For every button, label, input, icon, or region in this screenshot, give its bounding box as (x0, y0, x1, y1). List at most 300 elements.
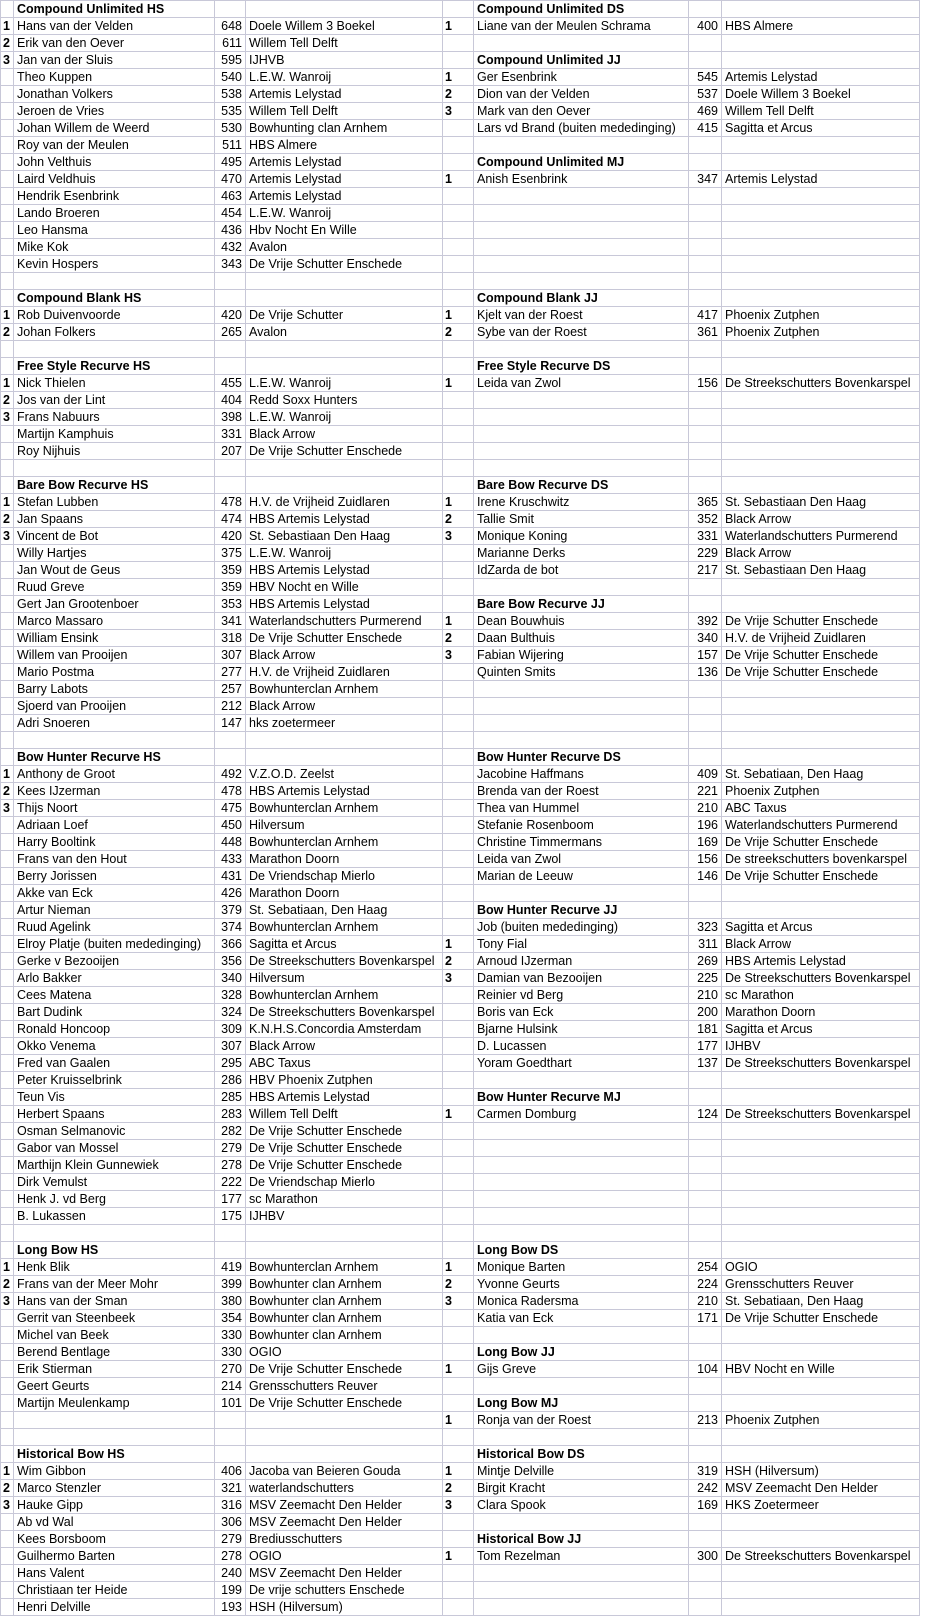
result-row (1, 1191, 920, 1208)
result-row (1, 1276, 920, 1293)
result-row (1, 1140, 920, 1157)
score-cell (689, 273, 722, 290)
score-cell: 147 (215, 715, 246, 732)
category-heading: Historical Bow DS (474, 1446, 689, 1463)
club-cell: Phoenix Zutphen (722, 324, 920, 341)
archer-name-cell: Michel van Beek (14, 1327, 215, 1344)
club-cell (722, 222, 920, 239)
category-heading: Compound Blank HS (14, 290, 215, 307)
score-cell: 463 (215, 188, 246, 205)
score-cell: 321 (215, 1480, 246, 1497)
club-cell: Bowhunterclan Arnhem (246, 1259, 443, 1276)
result-row (1, 1327, 920, 1344)
score-cell: 595 (215, 52, 246, 69)
rank-cell (443, 35, 474, 52)
category-heading: Compound Blank JJ (474, 290, 689, 307)
rank-cell (1, 1225, 14, 1242)
score-cell: 222 (215, 1174, 246, 1191)
archer-name-cell (474, 885, 689, 902)
rank-cell (443, 1123, 474, 1140)
rank-cell (443, 1021, 474, 1038)
archer-name-cell: Frans van den Hout (14, 851, 215, 868)
score-cell: 330 (215, 1344, 246, 1361)
archer-name-cell: Anish Esenbrink (474, 171, 689, 188)
archer-name-cell (474, 341, 689, 358)
archer-name-cell: Gabor van Mossel (14, 1140, 215, 1157)
result-row (1, 1225, 920, 1242)
club-cell: De Streekschutters Bovenkarspel (722, 1548, 920, 1565)
archer-name-cell (474, 1225, 689, 1242)
archer-name-cell (474, 1123, 689, 1140)
club-cell: De Vrije Schutter Enschede (246, 630, 443, 647)
rank-cell: 2 (1, 511, 14, 528)
rank-cell: 1 (443, 494, 474, 511)
score-cell: 199 (215, 1582, 246, 1599)
archer-name-cell (474, 715, 689, 732)
archer-name-cell: Gert Jan Grootenboer (14, 596, 215, 613)
club-cell (722, 885, 920, 902)
result-row (1, 35, 920, 52)
score-cell: 278 (215, 1548, 246, 1565)
club-cell (722, 1089, 920, 1106)
score-cell: 375 (215, 545, 246, 562)
club-cell (246, 732, 443, 749)
rank-cell (1, 256, 14, 273)
club-cell: HBV Nocht en Wille (722, 1361, 920, 1378)
rank-cell (443, 1, 474, 18)
score-cell: 213 (689, 1412, 722, 1429)
score-cell (689, 239, 722, 256)
rank-cell (1, 953, 14, 970)
club-cell: Artemis Lelystad (246, 171, 443, 188)
score-cell (215, 477, 246, 494)
score-cell: 469 (689, 103, 722, 120)
club-cell: St. Sebastiaan Den Haag (246, 528, 443, 545)
club-cell: Bowhunter clan Arnhem (246, 1293, 443, 1310)
score-cell: 323 (689, 919, 722, 936)
score-cell: 124 (689, 1106, 722, 1123)
archer-name-cell (474, 1565, 689, 1582)
result-row (1, 800, 920, 817)
result-row (1, 1089, 920, 1106)
result-row (1, 375, 920, 392)
score-cell: 279 (215, 1531, 246, 1548)
archer-name-cell: Guilhermo Barten (14, 1548, 215, 1565)
score-cell: 492 (215, 766, 246, 783)
rank-cell (1, 222, 14, 239)
archer-name-cell (474, 443, 689, 460)
club-cell (246, 1412, 443, 1429)
archer-name-cell: Roy van der Meulen (14, 137, 215, 154)
rank-cell (1, 1157, 14, 1174)
archer-name-cell: Leo Hansma (14, 222, 215, 239)
score-cell (689, 222, 722, 239)
club-cell: St. Sebatiaan, Den Haag (722, 1293, 920, 1310)
score-cell: 535 (215, 103, 246, 120)
rank-cell (443, 987, 474, 1004)
rank-cell (1, 1123, 14, 1140)
score-cell (689, 1514, 722, 1531)
rank-cell (1, 698, 14, 715)
club-cell (246, 1429, 443, 1446)
club-cell (722, 1157, 920, 1174)
result-row (1, 1429, 920, 1446)
result-row (1, 307, 920, 324)
score-cell: 366 (215, 936, 246, 953)
score-cell: 356 (215, 953, 246, 970)
result-row (1, 18, 920, 35)
score-cell: 475 (215, 800, 246, 817)
archer-name-cell (474, 409, 689, 426)
score-cell: 331 (689, 528, 722, 545)
rank-cell (1, 579, 14, 596)
rank-cell: 2 (1, 1276, 14, 1293)
score-cell: 101 (215, 1395, 246, 1412)
rank-cell: 1 (443, 69, 474, 86)
category-heading: Historical Bow HS (14, 1446, 215, 1463)
result-row (1, 885, 920, 902)
rank-cell (1, 86, 14, 103)
club-cell (722, 1225, 920, 1242)
club-cell: Marathon Doorn (722, 1004, 920, 1021)
archer-name-cell: Marthijn Klein Gunnewiek (14, 1157, 215, 1174)
archer-name-cell: Kees Borsboom (14, 1531, 215, 1548)
archer-name-cell: Vincent de Bot (14, 528, 215, 545)
club-cell: Black Arrow (722, 936, 920, 953)
result-row (1, 1055, 920, 1072)
club-cell: MSV Zeemacht Den Helder (722, 1480, 920, 1497)
archer-name-cell: Dion van der Velden (474, 86, 689, 103)
score-cell (215, 732, 246, 749)
rank-cell (1, 885, 14, 902)
archer-name-cell: Tony Fial (474, 936, 689, 953)
rank-cell (443, 1446, 474, 1463)
club-cell (246, 460, 443, 477)
club-cell: Phoenix Zutphen (722, 783, 920, 800)
result-row (1, 545, 920, 562)
score-cell: 265 (215, 324, 246, 341)
score-cell: 285 (215, 1089, 246, 1106)
club-cell: De Vrije Schutter Enschede (722, 868, 920, 885)
rank-cell (443, 766, 474, 783)
score-cell (689, 732, 722, 749)
result-row (1, 1004, 920, 1021)
rank-cell (443, 1208, 474, 1225)
rank-cell: 3 (1, 800, 14, 817)
club-cell: Black Arrow (246, 698, 443, 715)
rank-cell: 1 (443, 1106, 474, 1123)
rank-cell (443, 460, 474, 477)
club-cell (722, 1446, 920, 1463)
result-row (1, 987, 920, 1004)
result-row (1, 256, 920, 273)
score-cell: 316 (215, 1497, 246, 1514)
rank-cell (443, 1565, 474, 1582)
club-cell: Phoenix Zutphen (722, 1412, 920, 1429)
archer-name-cell: Quinten Smits (474, 664, 689, 681)
score-cell: 311 (689, 936, 722, 953)
result-row (1, 188, 920, 205)
result-row (1, 120, 920, 137)
club-cell: HBS Artemis Lelystad (246, 1089, 443, 1106)
club-cell (722, 358, 920, 375)
club-cell: MSV Zeemacht Den Helder (246, 1497, 443, 1514)
archer-name-cell: D. Lucassen (474, 1038, 689, 1055)
archer-name-cell: Ruud Greve (14, 579, 215, 596)
rank-cell (1, 681, 14, 698)
archer-name-cell: Erik Stierman (14, 1361, 215, 1378)
rank-cell (1, 290, 14, 307)
archer-name-cell (14, 273, 215, 290)
archer-name-cell: Marco Stenzler (14, 1480, 215, 1497)
result-row (1, 69, 920, 86)
archer-name-cell: Jan Wout de Geus (14, 562, 215, 579)
archer-name-cell (474, 1582, 689, 1599)
score-cell (215, 1412, 246, 1429)
result-row (1, 1480, 920, 1497)
score-cell (689, 715, 722, 732)
club-cell (722, 579, 920, 596)
score-cell: 306 (215, 1514, 246, 1531)
club-cell: De Vrije Schutter Enschede (246, 1361, 443, 1378)
rank-cell (1, 120, 14, 137)
archer-name-cell: Barry Labots (14, 681, 215, 698)
club-cell (722, 1208, 920, 1225)
archer-name-cell: Marco Massaro (14, 613, 215, 630)
archer-name-cell (474, 579, 689, 596)
category-heading: Long Bow DS (474, 1242, 689, 1259)
score-cell: 330 (215, 1327, 246, 1344)
archer-name-cell: Mike Kok (14, 239, 215, 256)
category-header-row (1, 1, 920, 18)
club-cell: De Vrije Schutter Enschede (246, 1395, 443, 1412)
archer-name-cell: Bart Dudink (14, 1004, 215, 1021)
rank-cell (443, 1531, 474, 1548)
rank-cell (443, 273, 474, 290)
rank-cell (1, 919, 14, 936)
rank-cell (1, 562, 14, 579)
results-table-body (1, 1, 920, 1616)
club-cell (722, 256, 920, 273)
score-cell (689, 341, 722, 358)
club-cell: L.E.W. Wanroij (246, 545, 443, 562)
score-cell: 214 (215, 1378, 246, 1395)
club-cell: HBS Almere (722, 18, 920, 35)
archer-name-cell: Boris van Eck (474, 1004, 689, 1021)
score-cell (215, 460, 246, 477)
score-cell (689, 681, 722, 698)
rank-cell (1, 715, 14, 732)
club-cell (722, 596, 920, 613)
score-cell: 340 (689, 630, 722, 647)
result-row (1, 171, 920, 188)
club-cell: Artemis Lelystad (722, 171, 920, 188)
archer-name-cell: Kees IJzerman (14, 783, 215, 800)
result-row (1, 511, 920, 528)
archer-name-cell: Henk J. vd Berg (14, 1191, 215, 1208)
rank-cell (1, 732, 14, 749)
score-cell: 426 (215, 885, 246, 902)
archer-name-cell: Artur Nieman (14, 902, 215, 919)
rank-cell (443, 154, 474, 171)
archer-name-cell: Clara Spook (474, 1497, 689, 1514)
rank-cell (1, 1327, 14, 1344)
club-cell: HBS Artemis Lelystad (722, 953, 920, 970)
club-cell (722, 1531, 920, 1548)
rank-cell (443, 1140, 474, 1157)
archer-name-cell: Berry Jorissen (14, 868, 215, 885)
rank-cell (1, 1361, 14, 1378)
club-cell: Sagitta et Arcus (722, 919, 920, 936)
club-cell: De Streekschutters Bovenkarspel (722, 1106, 920, 1123)
score-cell (689, 1446, 722, 1463)
rank-cell (1, 239, 14, 256)
rank-cell: 2 (443, 511, 474, 528)
score-cell: 196 (689, 817, 722, 834)
archer-name-cell (474, 460, 689, 477)
score-cell: 300 (689, 1548, 722, 1565)
archer-name-cell: Teun Vis (14, 1089, 215, 1106)
score-cell (689, 902, 722, 919)
rank-cell (443, 834, 474, 851)
rank-cell (1, 1140, 14, 1157)
score-cell: 278 (215, 1157, 246, 1174)
rank-cell (443, 1599, 474, 1616)
archer-name-cell: Marianne Derks (474, 545, 689, 562)
club-cell: H.V. de Vrijheid Zuidlaren (722, 630, 920, 647)
result-row (1, 953, 920, 970)
club-cell (722, 1072, 920, 1089)
archer-name-cell: Reinier vd Berg (474, 987, 689, 1004)
rank-cell (1, 1514, 14, 1531)
club-cell: HBS Artemis Lelystad (246, 596, 443, 613)
archer-name-cell: Frans Nabuurs (14, 409, 215, 426)
result-row (1, 596, 920, 613)
rank-cell (443, 443, 474, 460)
club-cell (722, 188, 920, 205)
score-cell (689, 443, 722, 460)
archer-name-cell: Martijn Kamphuis (14, 426, 215, 443)
club-cell: De Vrije Schutter Enschede (246, 443, 443, 460)
rank-cell: 3 (1, 1497, 14, 1514)
score-cell (689, 749, 722, 766)
rank-cell (1, 460, 14, 477)
score-cell: 221 (689, 783, 722, 800)
score-cell: 450 (215, 817, 246, 834)
archer-name-cell (474, 698, 689, 715)
archer-name-cell: Liane van der Meulen Schrama (474, 18, 689, 35)
rank-cell (443, 800, 474, 817)
club-cell (722, 732, 920, 749)
rank-cell (443, 341, 474, 358)
club-cell: Bowhunter clan Arnhem (246, 1327, 443, 1344)
rank-cell (1, 341, 14, 358)
club-cell (722, 715, 920, 732)
score-cell: 324 (215, 1004, 246, 1021)
rank-cell (1, 936, 14, 953)
archer-name-cell: Lars vd Brand (buiten mededinging) (474, 120, 689, 137)
archer-name-cell: Jan Spaans (14, 511, 215, 528)
rank-cell (1, 630, 14, 647)
score-cell: 478 (215, 783, 246, 800)
rank-cell (1, 1191, 14, 1208)
club-cell (246, 290, 443, 307)
club-cell: L.E.W. Wanroij (246, 69, 443, 86)
club-cell: Phoenix Zutphen (722, 307, 920, 324)
archer-name-cell (474, 392, 689, 409)
archer-name-cell: Geert Geurts (14, 1378, 215, 1395)
score-cell (215, 358, 246, 375)
score-cell (689, 1225, 722, 1242)
score-cell: 169 (689, 834, 722, 851)
club-cell (722, 273, 920, 290)
rank-cell (443, 1089, 474, 1106)
archer-name-cell (474, 1599, 689, 1616)
rank-cell: 1 (443, 1463, 474, 1480)
rank-cell (443, 1344, 474, 1361)
club-cell: Black Arrow (246, 647, 443, 664)
archer-name-cell (474, 222, 689, 239)
club-cell (722, 698, 920, 715)
rank-cell: 3 (443, 970, 474, 987)
club-cell (722, 1514, 920, 1531)
score-cell: 136 (689, 664, 722, 681)
category-heading: Free Style Recurve DS (474, 358, 689, 375)
club-cell: HBV Nocht en Wille (246, 579, 443, 596)
rank-cell (1, 1208, 14, 1225)
archer-name-cell: Ronja van der Roest (474, 1412, 689, 1429)
club-cell (722, 137, 920, 154)
score-cell: 175 (215, 1208, 246, 1225)
rank-cell: 3 (443, 647, 474, 664)
club-cell: Hilversum (246, 817, 443, 834)
result-row (1, 154, 920, 171)
result-row (1, 273, 920, 290)
club-cell: L.E.W. Wanroij (246, 409, 443, 426)
archer-name-cell (474, 681, 689, 698)
club-cell: HSH (Hilversum) (246, 1599, 443, 1616)
score-cell: 156 (689, 851, 722, 868)
club-cell: Brediusschutters (246, 1531, 443, 1548)
rank-cell (1, 1599, 14, 1616)
club-cell (722, 392, 920, 409)
club-cell: Hbv Nocht En Wille (246, 222, 443, 239)
club-cell (722, 1123, 920, 1140)
result-row (1, 86, 920, 103)
score-cell (689, 205, 722, 222)
club-cell (722, 1565, 920, 1582)
club-cell (722, 1395, 920, 1412)
archer-name-cell: Johan Willem de Weerd (14, 120, 215, 137)
score-cell (689, 1582, 722, 1599)
archer-name-cell (474, 35, 689, 52)
archer-name-cell (14, 460, 215, 477)
score-cell: 171 (689, 1310, 722, 1327)
category-heading: Compound Unlimited HS (14, 1, 215, 18)
archer-name-cell: Hendrik Esenbrink (14, 188, 215, 205)
rank-cell (1, 1106, 14, 1123)
score-cell: 374 (215, 919, 246, 936)
score-cell (689, 409, 722, 426)
club-cell: HBS Artemis Lelystad (246, 511, 443, 528)
rank-cell (1, 1531, 14, 1548)
archer-name-cell: Monica Radersma (474, 1293, 689, 1310)
club-cell: HBS Artemis Lelystad (246, 562, 443, 579)
archer-name-cell: Hauke Gipp (14, 1497, 215, 1514)
archer-name-cell (14, 341, 215, 358)
rank-cell (443, 681, 474, 698)
score-cell: 611 (215, 35, 246, 52)
